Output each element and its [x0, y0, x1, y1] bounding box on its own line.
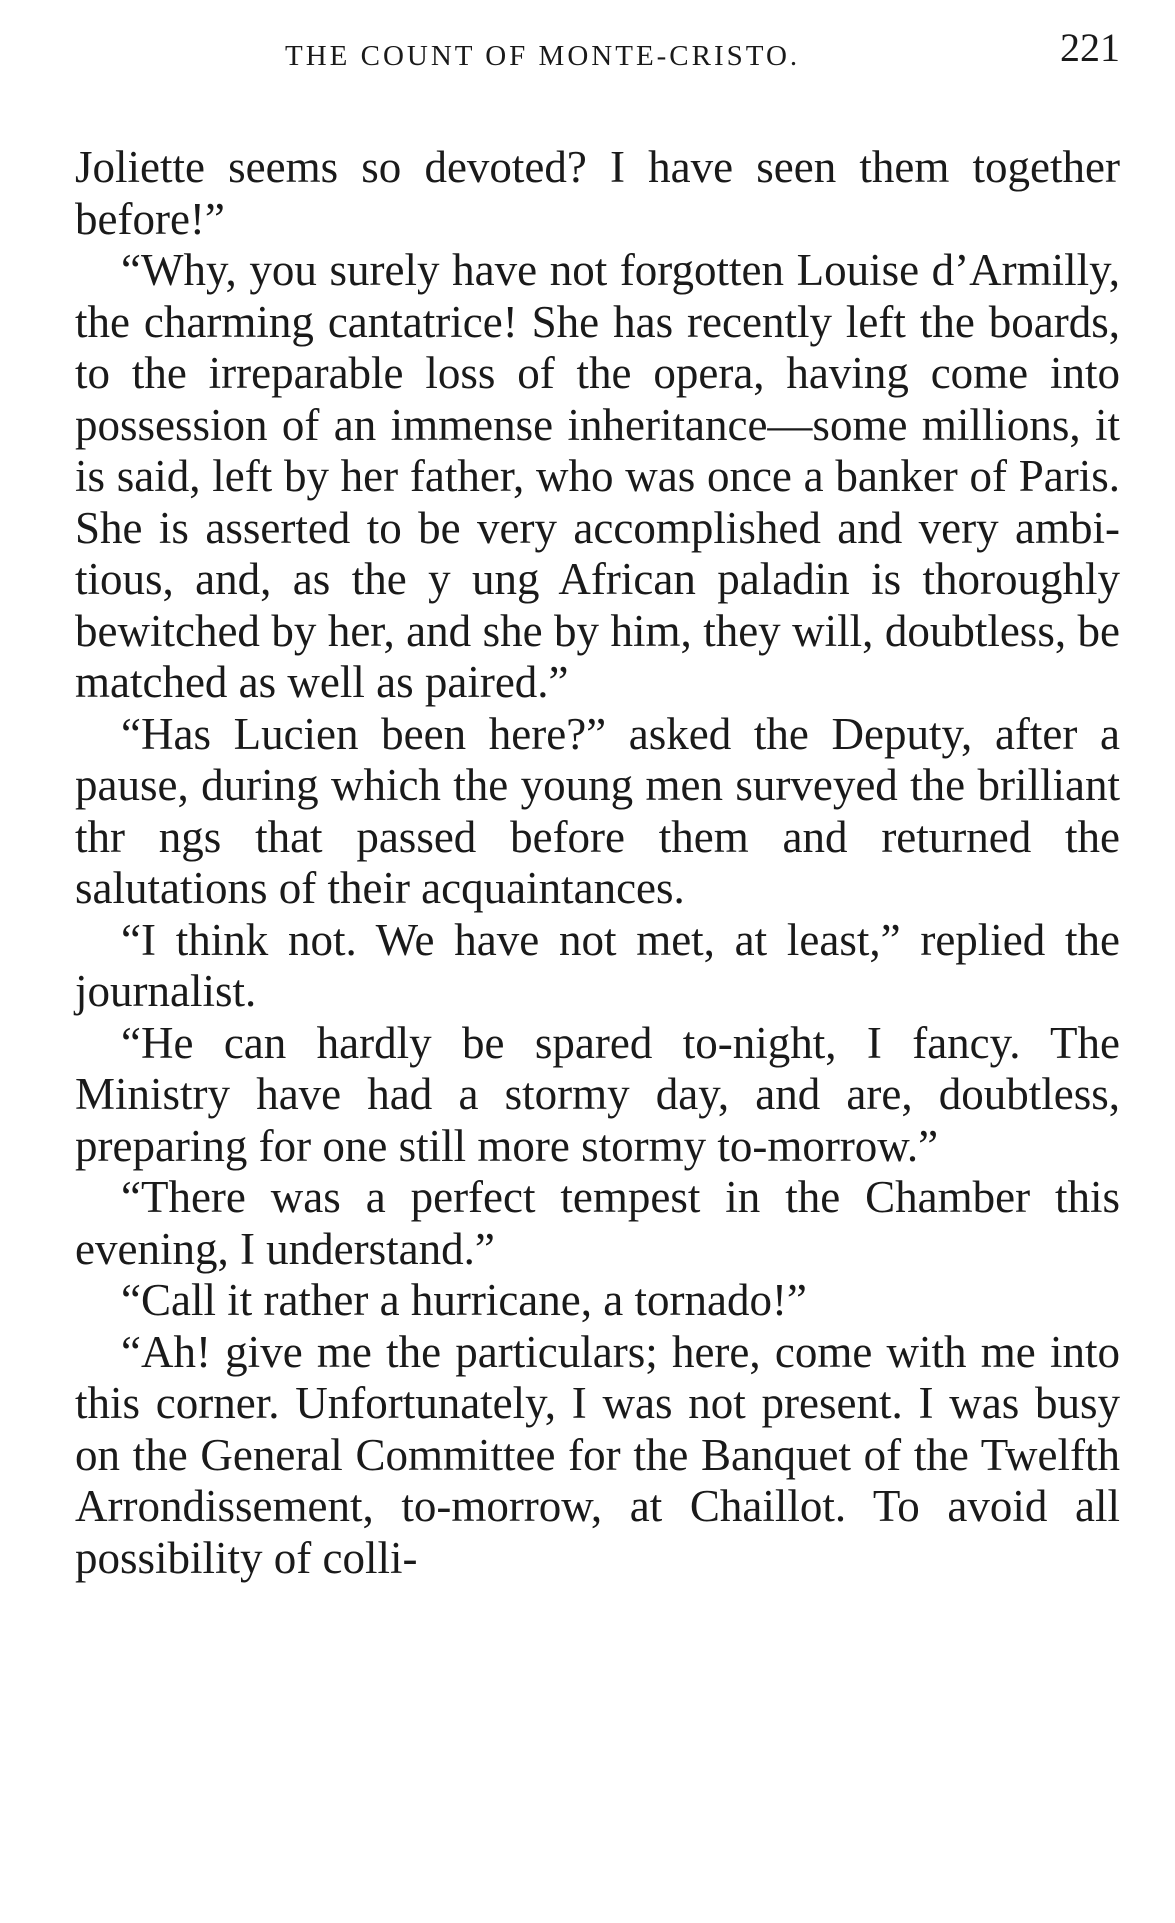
- running-title: THE COUNT OF MONTE-CRISTO.: [285, 40, 801, 72]
- body-text: [75, 142, 1120, 1584]
- paragraph-continued: Joliette seems so devoted? I have seen them together before!”: [75, 142, 1120, 244]
- paragraph: “There was a perfect tempest in the Chamber this evening, I understand.”: [75, 1172, 1120, 1274]
- book-page: [75, 20, 1120, 1900]
- running-head: [75, 20, 1120, 80]
- paragraph: “Why, you surely have not forgotten Louise d’Armilly, the charming cantatrice! She has recently left the boards, to the irreparable loss of the opera, having come into possession of an immense inheritance—some millions, it is said, left by her father, who was once a banker of Paris. She is asserted to be very accomplished and very ambitious, and, as the y ung African paladin is thoroughly bewitched by her, and she by him, they will, doubtless, be matched as well as paired.”: [75, 245, 1120, 707]
- paragraph: “Has Lucien been here?” asked the Deputy, after a pause, during which the young men surveyed the brilliant thr ngs that passed before them and returned the salutations of their acquaintances.: [75, 708, 1120, 913]
- paragraph: “I think not. We have not met, at least,” replied the journalist.: [75, 914, 1120, 1016]
- paragraph: “Call it rather a hurricane, a tornado!”: [121, 1275, 807, 1325]
- page-number: 221: [1060, 25, 1120, 70]
- paragraph: “Ah! give me the particulars; here, come with me into this corner. Unfortunately, I was not present. I was busy on the General Committee for the Banquet of the Twelfth Arrondissement, to-morrow, at Chaillot. To avoid all possibility of colli-: [75, 1326, 1120, 1583]
- paragraph: “He can hardly be spared to-night, I fancy. The Ministry have had a stormy day, and are, doubtless, preparing for one still more stormy to-morrow.”: [75, 1017, 1120, 1171]
